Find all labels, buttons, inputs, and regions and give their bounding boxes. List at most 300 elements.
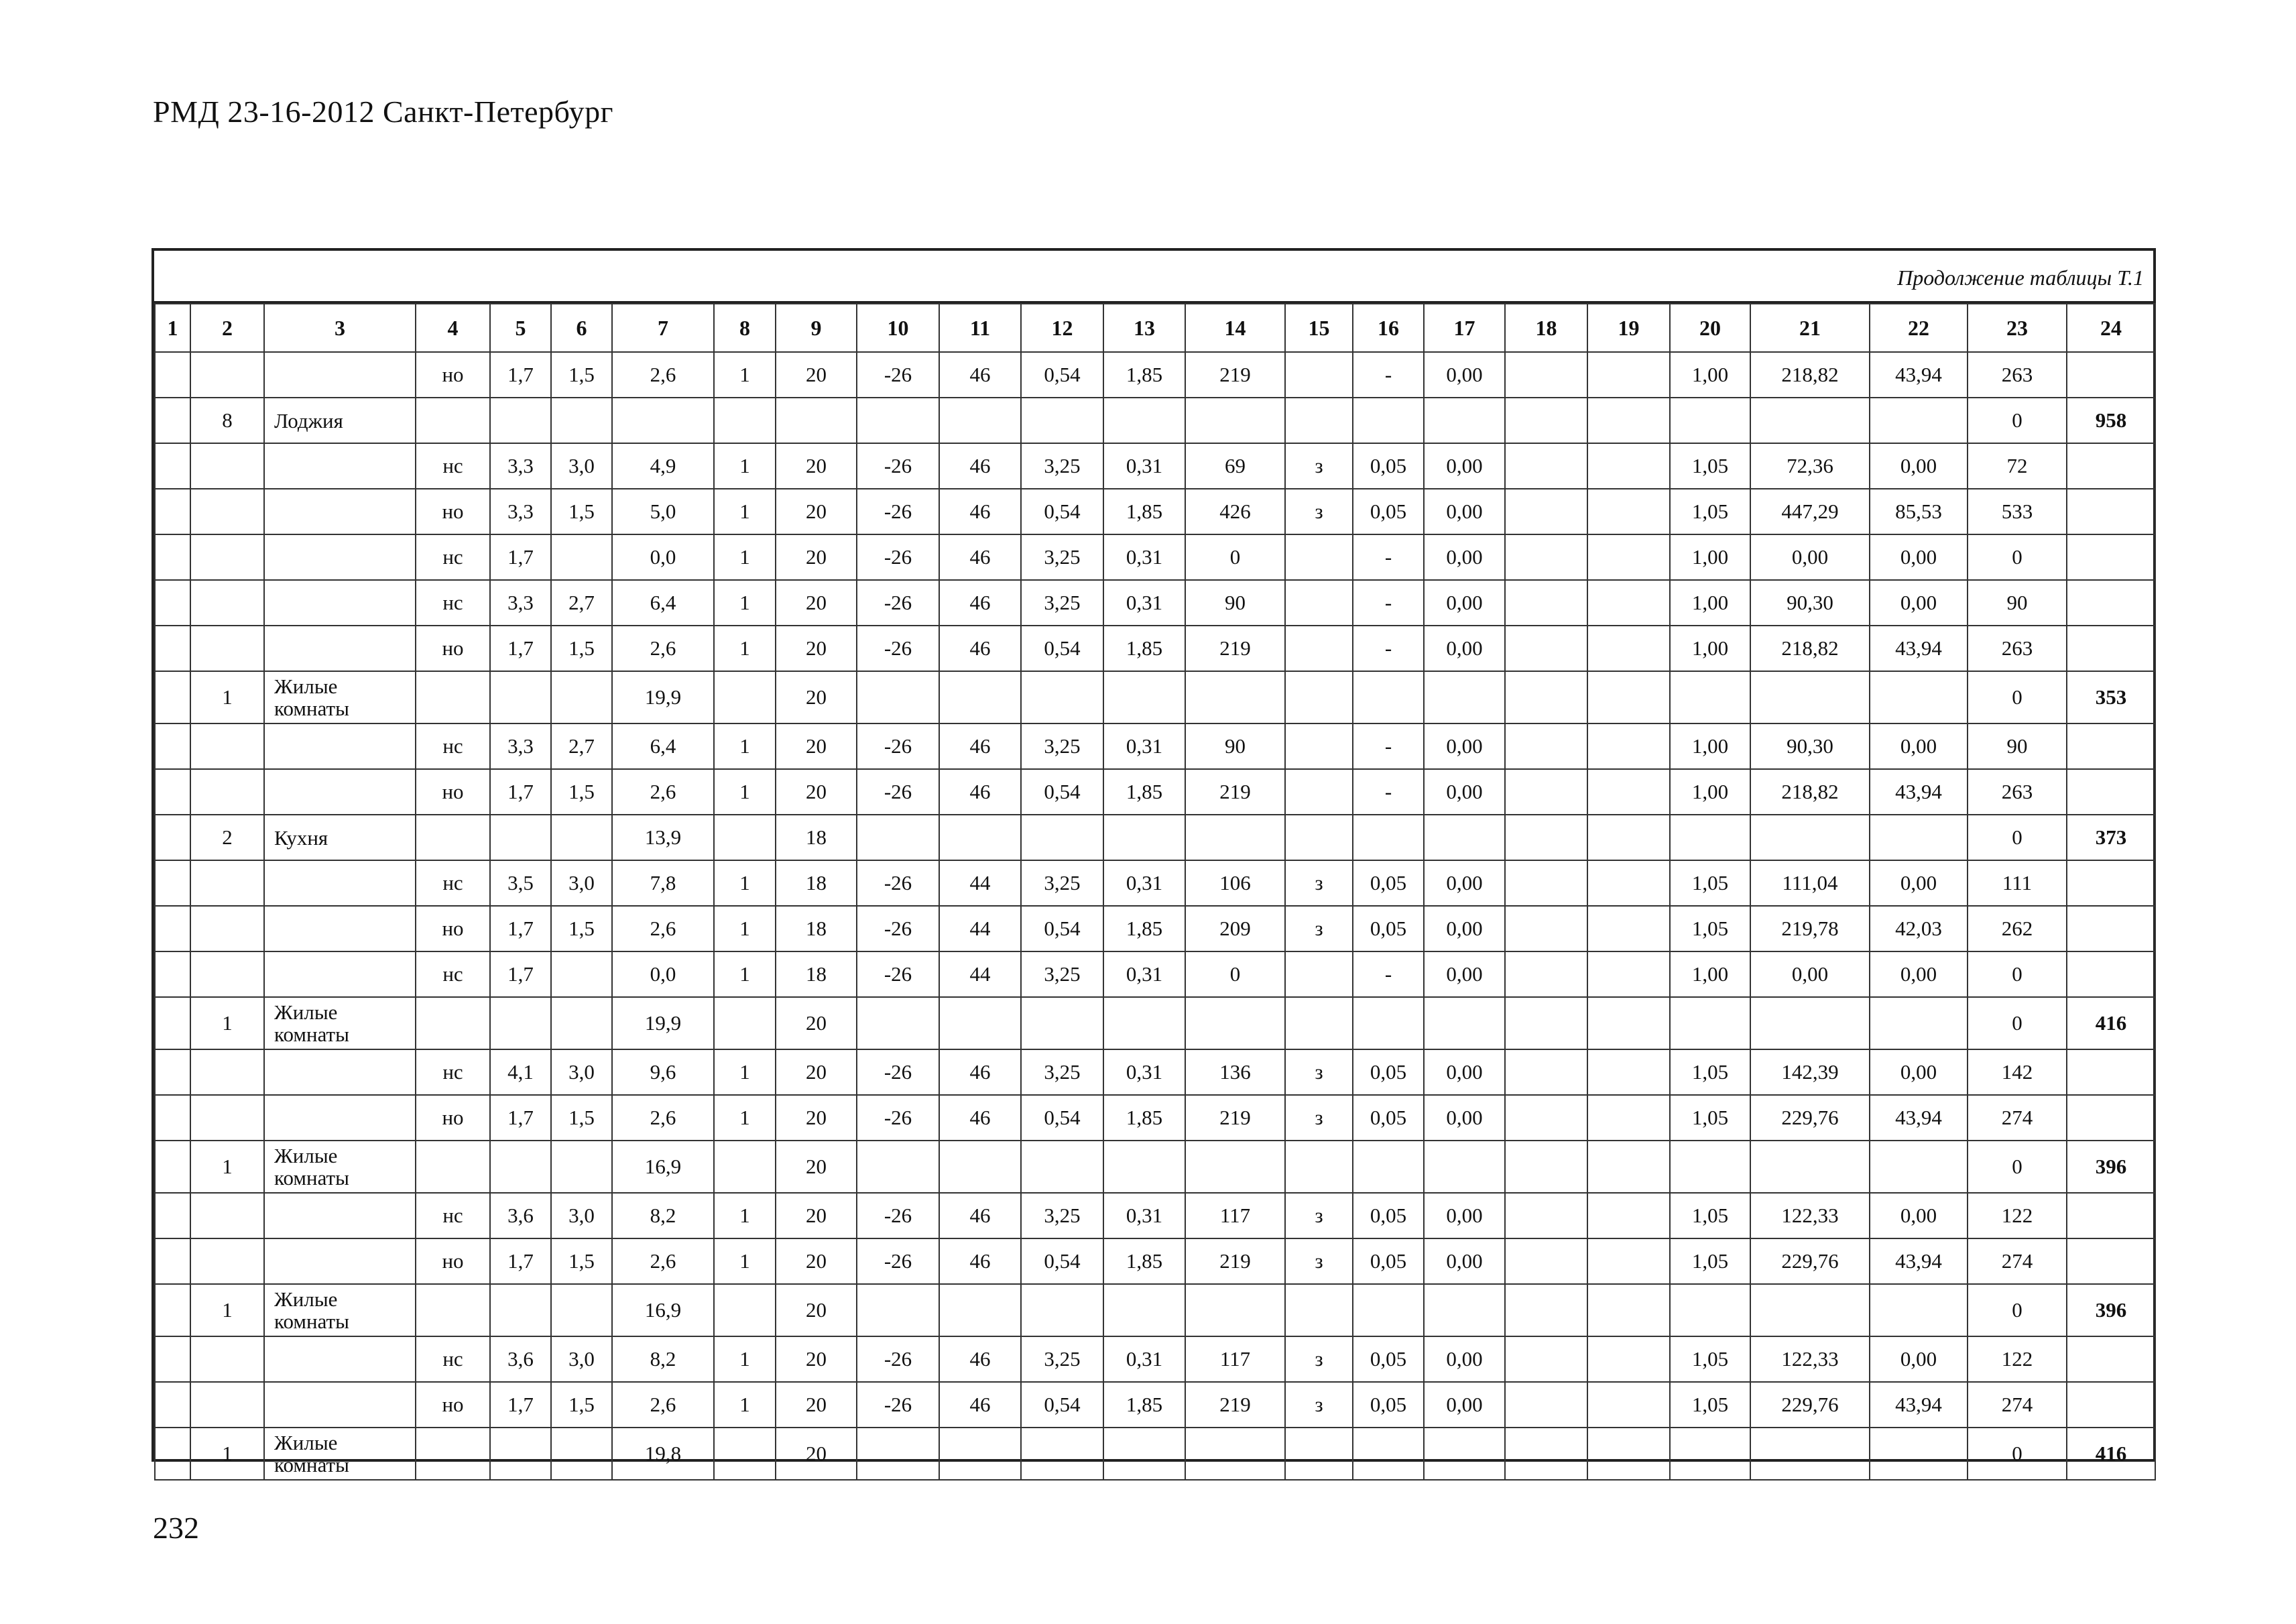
table-cell: 1,7 — [490, 626, 551, 671]
table-row — [155, 489, 2155, 534]
table-cell: 1 — [714, 1336, 776, 1382]
table-cell: 0 — [1968, 671, 2067, 723]
table-cell: -26 — [857, 443, 939, 489]
table-cell: 1,00 — [1670, 534, 1750, 580]
table-cell: 263 — [1968, 352, 2067, 398]
table-cell — [1505, 1336, 1587, 1382]
table-cell: 373 — [2067, 815, 2155, 860]
table-cell — [1505, 534, 1587, 580]
table-cell: 43,94 — [1870, 352, 1968, 398]
table-cell: - — [1353, 534, 1424, 580]
table-cell: 1 — [714, 906, 776, 951]
table-cell: -26 — [857, 769, 939, 815]
column-header: 21 — [1750, 304, 1870, 352]
table-cell: 0 — [1968, 1284, 2067, 1336]
table-cell: 1,00 — [1670, 580, 1750, 626]
table-cell — [1750, 1141, 1870, 1193]
table-cell: 1,5 — [551, 1382, 612, 1428]
table-cell: 5,0 — [612, 489, 714, 534]
table-row — [155, 951, 2155, 997]
table-cell — [264, 1336, 416, 1382]
table-cell: 274 — [1968, 1095, 2067, 1141]
table-cell: 3,3 — [490, 489, 551, 534]
table-cell: 353 — [2067, 671, 2155, 723]
table-cell — [714, 815, 776, 860]
table-cell: 3,25 — [1021, 723, 1103, 769]
column-header: 15 — [1285, 304, 1353, 352]
table-cell: 0,31 — [1103, 580, 1185, 626]
table-cell: 416 — [2067, 997, 2155, 1049]
table-cell — [1505, 1049, 1587, 1095]
table-cell: з — [1285, 1049, 1353, 1095]
table-cell: 0,05 — [1353, 1382, 1424, 1428]
table-cell: 0,00 — [1870, 1336, 1968, 1382]
table-cell: 0,54 — [1021, 769, 1103, 815]
table-cell — [1285, 723, 1353, 769]
table-cell — [1750, 398, 1870, 443]
table-cell: Жилые комнаты — [264, 1428, 416, 1480]
table-cell: 46 — [939, 1238, 1021, 1284]
table-cell: 219 — [1185, 352, 1285, 398]
table-cell: 3,25 — [1021, 1049, 1103, 1095]
table-cell — [1587, 1428, 1670, 1480]
table-cell — [416, 815, 490, 860]
table-cell: 0,00 — [1424, 489, 1505, 534]
table-cell — [1587, 534, 1670, 580]
table-cell — [1587, 723, 1670, 769]
table-cell: 1,05 — [1670, 443, 1750, 489]
table-cell — [190, 1238, 264, 1284]
table-header-row — [155, 304, 2155, 352]
table-cell: 18 — [776, 951, 857, 997]
table-cell: 263 — [1968, 769, 2067, 815]
table-cell — [155, 1095, 190, 1141]
table-cell: 1,00 — [1670, 352, 1750, 398]
table-cell — [1587, 815, 1670, 860]
table-cell: 44 — [939, 906, 1021, 951]
table-cell: 0,54 — [1021, 489, 1103, 534]
table-cell — [1285, 1141, 1353, 1193]
table-cell: но — [416, 906, 490, 951]
column-header: 20 — [1670, 304, 1750, 352]
table-cell — [1505, 815, 1587, 860]
table-cell — [551, 1141, 612, 1193]
table-cell: 0,31 — [1103, 860, 1185, 906]
table-cell: 1,5 — [551, 352, 612, 398]
table-cell: 1 — [714, 534, 776, 580]
table-cell: 3,25 — [1021, 1193, 1103, 1238]
table-cell: 90 — [1185, 580, 1285, 626]
table-cell: 416 — [2067, 1428, 2155, 1480]
table-cell — [1587, 443, 1670, 489]
table-cell — [857, 398, 939, 443]
table-cell: 0,05 — [1353, 906, 1424, 951]
table-cell: 85,53 — [1870, 489, 1968, 534]
table-cell: 44 — [939, 951, 1021, 997]
table-cell — [1285, 1284, 1353, 1336]
table-cell: 0,00 — [1424, 443, 1505, 489]
table-cell: 1,05 — [1670, 860, 1750, 906]
table-cell — [155, 1141, 190, 1193]
table-cell: 0,00 — [1870, 951, 1968, 997]
table-cell: 1 — [714, 489, 776, 534]
table-cell: - — [1353, 723, 1424, 769]
table-cell: 19,9 — [612, 671, 714, 723]
column-header: 19 — [1587, 304, 1670, 352]
table-cell: 43,94 — [1870, 1095, 1968, 1141]
table-row — [155, 1141, 2155, 1193]
table-cell — [551, 671, 612, 723]
table-cell: 219 — [1185, 1382, 1285, 1428]
table-cell: з — [1285, 1336, 1353, 1382]
column-header: 14 — [1185, 304, 1285, 352]
table-cell: 1,05 — [1670, 1193, 1750, 1238]
table-cell: 0,54 — [1021, 1095, 1103, 1141]
table-cell: - — [1353, 769, 1424, 815]
table-cell: 3,6 — [490, 1336, 551, 1382]
table-cell — [1750, 1284, 1870, 1336]
table-cell: 1,7 — [490, 1238, 551, 1284]
table-cell — [1103, 398, 1185, 443]
table-cell: 219 — [1185, 769, 1285, 815]
table-cell: Жилые комнаты — [264, 1284, 416, 1336]
table-cell: 106 — [1185, 860, 1285, 906]
table-cell — [190, 626, 264, 671]
table-cell: нс — [416, 580, 490, 626]
table-cell — [1587, 1284, 1670, 1336]
column-header: 12 — [1021, 304, 1103, 352]
table-cell: 43,94 — [1870, 1238, 1968, 1284]
table-cell — [1103, 1141, 1185, 1193]
column-header: 9 — [776, 304, 857, 352]
table-cell — [190, 443, 264, 489]
table-cell — [1587, 1193, 1670, 1238]
table-cell — [2067, 906, 2155, 951]
table-cell: 1,5 — [551, 1095, 612, 1141]
table-cell: 426 — [1185, 489, 1285, 534]
table-cell — [1587, 398, 1670, 443]
table-cell — [264, 1193, 416, 1238]
table-cell — [939, 815, 1021, 860]
table-cell: 142 — [1968, 1049, 2067, 1095]
table-cell: 19,9 — [612, 997, 714, 1049]
table-cell — [190, 1382, 264, 1428]
table-cell: 0,00 — [1750, 534, 1870, 580]
table-cell: 16,9 — [612, 1141, 714, 1193]
table-cell: 1,85 — [1103, 1095, 1185, 1141]
table-cell — [190, 951, 264, 997]
table-cell — [190, 580, 264, 626]
table-cell — [1353, 1428, 1424, 1480]
table-cell: 3,3 — [490, 443, 551, 489]
table-cell: 111,04 — [1750, 860, 1870, 906]
table-cell: 533 — [1968, 489, 2067, 534]
table-cell — [1505, 671, 1587, 723]
table-cell — [490, 1428, 551, 1480]
table-cell — [1021, 997, 1103, 1049]
table-cell — [1587, 1141, 1670, 1193]
table-cell: 72 — [1968, 443, 2067, 489]
table-cell: 0,00 — [1424, 769, 1505, 815]
table-cell — [2067, 860, 2155, 906]
table-cell: Кухня — [264, 815, 416, 860]
table-cell — [1505, 398, 1587, 443]
table-cell — [1870, 671, 1968, 723]
table-cell: -26 — [857, 580, 939, 626]
table-cell: 219 — [1185, 1238, 1285, 1284]
table-cell: 1,7 — [490, 352, 551, 398]
table-cell: 1,00 — [1670, 723, 1750, 769]
table-cell: 0,00 — [1424, 1049, 1505, 1095]
table-cell: 0,00 — [1870, 723, 1968, 769]
table-cell: -26 — [857, 723, 939, 769]
table-cell — [1670, 1284, 1750, 1336]
table-cell — [155, 860, 190, 906]
table-cell — [2067, 626, 2155, 671]
table-cell: 4,9 — [612, 443, 714, 489]
table-cell: - — [1353, 580, 1424, 626]
column-header: 3 — [264, 304, 416, 352]
table-cell: 1 — [714, 951, 776, 997]
table-cell — [155, 1193, 190, 1238]
table-cell — [857, 671, 939, 723]
table-cell: нс — [416, 1049, 490, 1095]
table-cell: 16,9 — [612, 1284, 714, 1336]
column-header: 6 — [551, 304, 612, 352]
table-cell: 1,7 — [490, 534, 551, 580]
table-cell: 1,85 — [1103, 626, 1185, 671]
table-cell: 111 — [1968, 860, 2067, 906]
table-cell: 20 — [776, 626, 857, 671]
table-caption-bar — [154, 251, 2153, 303]
table-cell — [1103, 671, 1185, 723]
table-cell: 20 — [776, 769, 857, 815]
table-cell: 229,76 — [1750, 1382, 1870, 1428]
table-caption: Продолжение таблицы Т.1 — [1897, 266, 2144, 290]
table-cell: 0,00 — [1870, 443, 1968, 489]
table-cell — [939, 1141, 1021, 1193]
table-cell: 3,0 — [551, 443, 612, 489]
table-cell: 1 — [714, 1382, 776, 1428]
table-cell: но — [416, 352, 490, 398]
table-cell — [190, 1193, 264, 1238]
table-cell — [1185, 997, 1285, 1049]
table-cell — [155, 489, 190, 534]
table-cell — [155, 398, 190, 443]
table-cell: з — [1285, 443, 1353, 489]
table-cell: 18 — [776, 815, 857, 860]
table-cell: -26 — [857, 1095, 939, 1141]
table-cell: 90,30 — [1750, 580, 1870, 626]
table-cell: -26 — [857, 1049, 939, 1095]
table-cell: 1 — [714, 769, 776, 815]
table-cell — [1870, 1141, 1968, 1193]
table-cell: -26 — [857, 1193, 939, 1238]
table-cell: 0,05 — [1353, 1193, 1424, 1238]
table-row — [155, 723, 2155, 769]
table-cell: 90 — [1968, 723, 2067, 769]
table-cell: 20 — [776, 1428, 857, 1480]
table-cell: 3,25 — [1021, 860, 1103, 906]
table-cell — [1587, 860, 1670, 906]
table-cell — [1424, 398, 1505, 443]
table-cell — [1670, 398, 1750, 443]
table-cell — [1505, 1193, 1587, 1238]
table-cell: но — [416, 1382, 490, 1428]
table-cell: 0,31 — [1103, 951, 1185, 997]
table-cell — [1285, 671, 1353, 723]
table-cell: -26 — [857, 860, 939, 906]
table-cell: 1,7 — [490, 769, 551, 815]
table-cell — [190, 769, 264, 815]
table-cell — [1870, 997, 1968, 1049]
table-cell — [2067, 769, 2155, 815]
table-cell: но — [416, 1238, 490, 1284]
table-cell: нс — [416, 443, 490, 489]
table-cell: 7,8 — [612, 860, 714, 906]
table-cell — [714, 671, 776, 723]
table-cell — [857, 1141, 939, 1193]
column-header: 4 — [416, 304, 490, 352]
table-cell: 46 — [939, 534, 1021, 580]
table-cell: 117 — [1185, 1336, 1285, 1382]
table-cell: 1 — [714, 352, 776, 398]
table-cell: 8,2 — [612, 1193, 714, 1238]
table-cell — [1505, 951, 1587, 997]
table-cell — [1750, 671, 1870, 723]
table-cell: 1,05 — [1670, 1336, 1750, 1382]
table-cell — [2067, 1193, 2155, 1238]
table-cell: 46 — [939, 1049, 1021, 1095]
table-cell: 1,00 — [1670, 769, 1750, 815]
table-cell — [776, 398, 857, 443]
table-cell — [1285, 398, 1353, 443]
table-row — [155, 580, 2155, 626]
table-cell: 8,2 — [612, 1336, 714, 1382]
table-row — [155, 398, 2155, 443]
table-row — [155, 1382, 2155, 1428]
table-cell — [1587, 1049, 1670, 1095]
table-cell: з — [1285, 489, 1353, 534]
table-cell: 46 — [939, 580, 1021, 626]
table-cell: 219 — [1185, 626, 1285, 671]
table-cell: з — [1285, 1382, 1353, 1428]
table-cell: 20 — [776, 1382, 857, 1428]
table-row — [155, 443, 2155, 489]
table-cell: 1 — [714, 1049, 776, 1095]
table-cell: 1,5 — [551, 769, 612, 815]
data-table-frame — [152, 248, 2156, 1476]
table-cell — [1505, 1095, 1587, 1141]
table-cell — [264, 1049, 416, 1095]
table-cell: 122,33 — [1750, 1193, 1870, 1238]
table-cell: 0,00 — [1870, 1193, 1968, 1238]
table-cell — [190, 489, 264, 534]
table-cell — [1424, 671, 1505, 723]
table-cell — [1587, 1238, 1670, 1284]
table-cell — [1353, 997, 1424, 1049]
table-cell — [1505, 489, 1587, 534]
table-cell: 0,05 — [1353, 1336, 1424, 1382]
table-row — [155, 1428, 2155, 1480]
table-cell: 2,6 — [612, 769, 714, 815]
table-cell: 218,82 — [1750, 626, 1870, 671]
table-cell: 0,31 — [1103, 1193, 1185, 1238]
table-cell: 20 — [776, 534, 857, 580]
table-cell — [264, 352, 416, 398]
table-row — [155, 1095, 2155, 1141]
table-cell — [1021, 671, 1103, 723]
table-cell: 1,05 — [1670, 1095, 1750, 1141]
table-cell: 20 — [776, 997, 857, 1049]
table-cell — [1424, 815, 1505, 860]
table-cell: 2,6 — [612, 352, 714, 398]
table-cell: 1 — [190, 997, 264, 1049]
table-cell — [939, 1428, 1021, 1480]
table-row — [155, 815, 2155, 860]
table-cell — [1185, 1284, 1285, 1336]
table-cell — [1424, 1141, 1505, 1193]
table-cell — [1870, 1284, 1968, 1336]
table-cell — [1353, 1141, 1424, 1193]
table-cell: 0 — [1968, 951, 2067, 997]
table-cell: 13,9 — [612, 815, 714, 860]
table-cell: 0,00 — [1424, 1095, 1505, 1141]
table-cell — [190, 1336, 264, 1382]
table-cell — [1670, 997, 1750, 1049]
table-cell: 2 — [190, 815, 264, 860]
table-row — [155, 1049, 2155, 1095]
table-cell — [190, 352, 264, 398]
table-cell: 229,76 — [1750, 1238, 1870, 1284]
table-cell — [1750, 997, 1870, 1049]
column-header: 24 — [2067, 304, 2155, 352]
table-cell: 0,54 — [1021, 352, 1103, 398]
table-cell: 46 — [939, 626, 1021, 671]
table-cell: 0 — [1968, 534, 2067, 580]
table-cell: 1 — [190, 1428, 264, 1480]
table-cell — [1021, 1141, 1103, 1193]
table-cell: 1 — [714, 723, 776, 769]
table-cell — [1505, 723, 1587, 769]
table-cell — [1185, 815, 1285, 860]
table-cell — [1670, 815, 1750, 860]
table-cell — [264, 443, 416, 489]
table-cell — [155, 997, 190, 1049]
table-cell: з — [1285, 906, 1353, 951]
table-cell: 218,82 — [1750, 352, 1870, 398]
column-header: 8 — [714, 304, 776, 352]
table-cell: 219,78 — [1750, 906, 1870, 951]
table-cell: з — [1285, 860, 1353, 906]
table-cell — [1505, 860, 1587, 906]
table-cell — [2067, 534, 2155, 580]
table-cell — [155, 1049, 190, 1095]
table-cell — [2067, 443, 2155, 489]
table-cell — [551, 1428, 612, 1480]
table-cell: 3,25 — [1021, 580, 1103, 626]
table-cell — [1505, 1284, 1587, 1336]
table-cell: 20 — [776, 443, 857, 489]
table-cell: 20 — [776, 580, 857, 626]
table-cell: 0,05 — [1353, 1095, 1424, 1141]
table-cell: 44 — [939, 860, 1021, 906]
table-cell: 0,31 — [1103, 1049, 1185, 1095]
table-cell — [416, 671, 490, 723]
table-row — [155, 1284, 2155, 1336]
table-cell: 20 — [776, 1336, 857, 1382]
table-cell: 20 — [776, 1284, 857, 1336]
